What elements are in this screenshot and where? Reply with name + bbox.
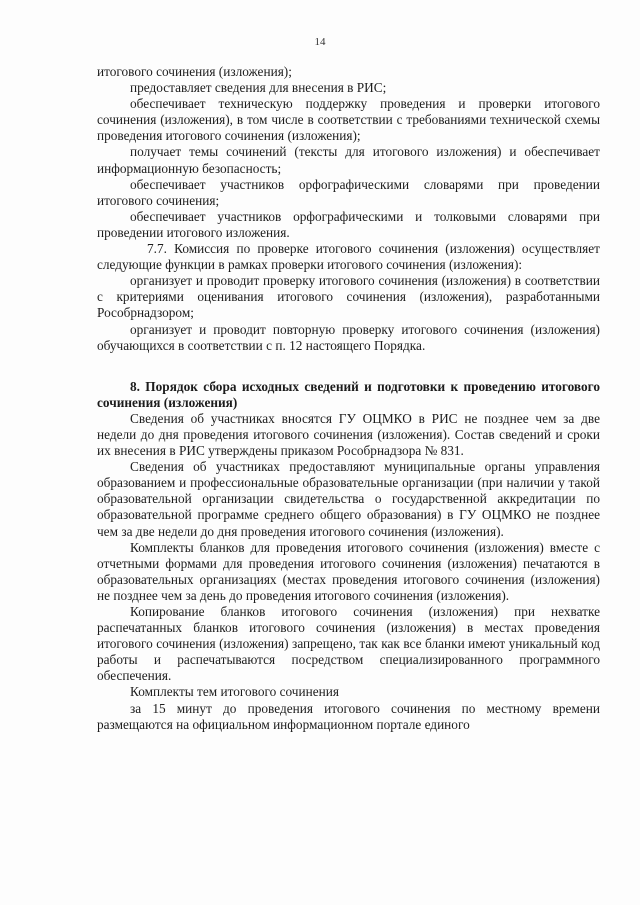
paragraph: предоставляет сведения для внесения в РИС; xyxy=(130,80,387,96)
paragraph: 7.7. Комиссия по проверке итогового сочинения (изложения) осуществляет следующие функции в рамках проверки итогового сочинения (изложения): xyxy=(97,241,600,273)
paragraph: за 15 минут до проведения итогового сочинения по местному времени размещаются на официальном информационном портале единого xyxy=(97,700,600,732)
paragraph: обеспечивает техническую поддержку проведения и проверки итогового сочинения (изложения), в том числе в соответствии с требованиями технической схемы проведения итогового сочинения (изложения); xyxy=(97,96,600,144)
paragraph: Комплекты тем итогового сочинения xyxy=(130,684,339,700)
paragraph: Сведения об участниках предоставляют муниципальные органы управления образованием и профессиональные образовательные организации (при наличии у такой образовательной организации свидетельства о государственной аккредитации по образовательной программе среднего общего образования) в ГУ ОЦМКО не позднее чем за две недели до дня проведения итогового сочинения (изложения). xyxy=(97,459,600,539)
paragraph: обеспечивает участников орфографическими словарями при проведении итогового сочинения; xyxy=(97,176,600,208)
paragraph: обеспечивает участников орфографическими и толковыми словарями при проведении итогового изложения. xyxy=(97,208,600,240)
section-gap xyxy=(97,354,600,379)
paragraph: организует и проводит повторную проверку итогового сочинения (изложения) обучающихся в соответствии с п. 12 настоящего Порядка. xyxy=(97,321,600,353)
paragraph: итогового сочинения (изложения); xyxy=(97,64,292,79)
paragraph: организует и проводит проверку итогового сочинения (изложения) в соответствии с критериями оценивания итогового сочинения (изложения), разработанными Рособрнадзором; xyxy=(97,273,600,321)
section-heading: 8. Порядок сбора исходных сведений и подготовки к проведению итогового сочинения (изложения) xyxy=(97,378,600,410)
paragraph: Сведения об участниках вносятся ГУ ОЦМКО в РИС не позднее чем за две недели до дня проведения итогового сочинения (изложения). Состав сведений и сроки их внесения в РИС утверждены приказом Рособрнадзора № 831. xyxy=(97,410,600,459)
document-body xyxy=(97,64,600,733)
paragraph: получает темы сочинений (тексты для итогового изложения) и обеспечивает информационную безопасность; xyxy=(97,144,600,176)
page-number: 14 xyxy=(314,36,326,48)
paragraph: Копирование бланков итогового сочинения (изложения) при нехватке распечатанных бланков итогового сочинения (изложения) в местах проведения итогового сочинения (изложения) запрещено, так как все бланки имеют уникальный код работы и распечатываются посредством специализированного программного обеспечения. xyxy=(97,604,600,684)
paragraph: Комплекты бланков для проведения итогового сочинения (изложения) вместе с отчетными формами для проведения итогового сочинения (изложения) печатаются в образовательных организациях (местах проведения итогового сочинения (изложения) не позднее чем за день до проведения итогового сочинения (изложения). xyxy=(97,539,600,603)
